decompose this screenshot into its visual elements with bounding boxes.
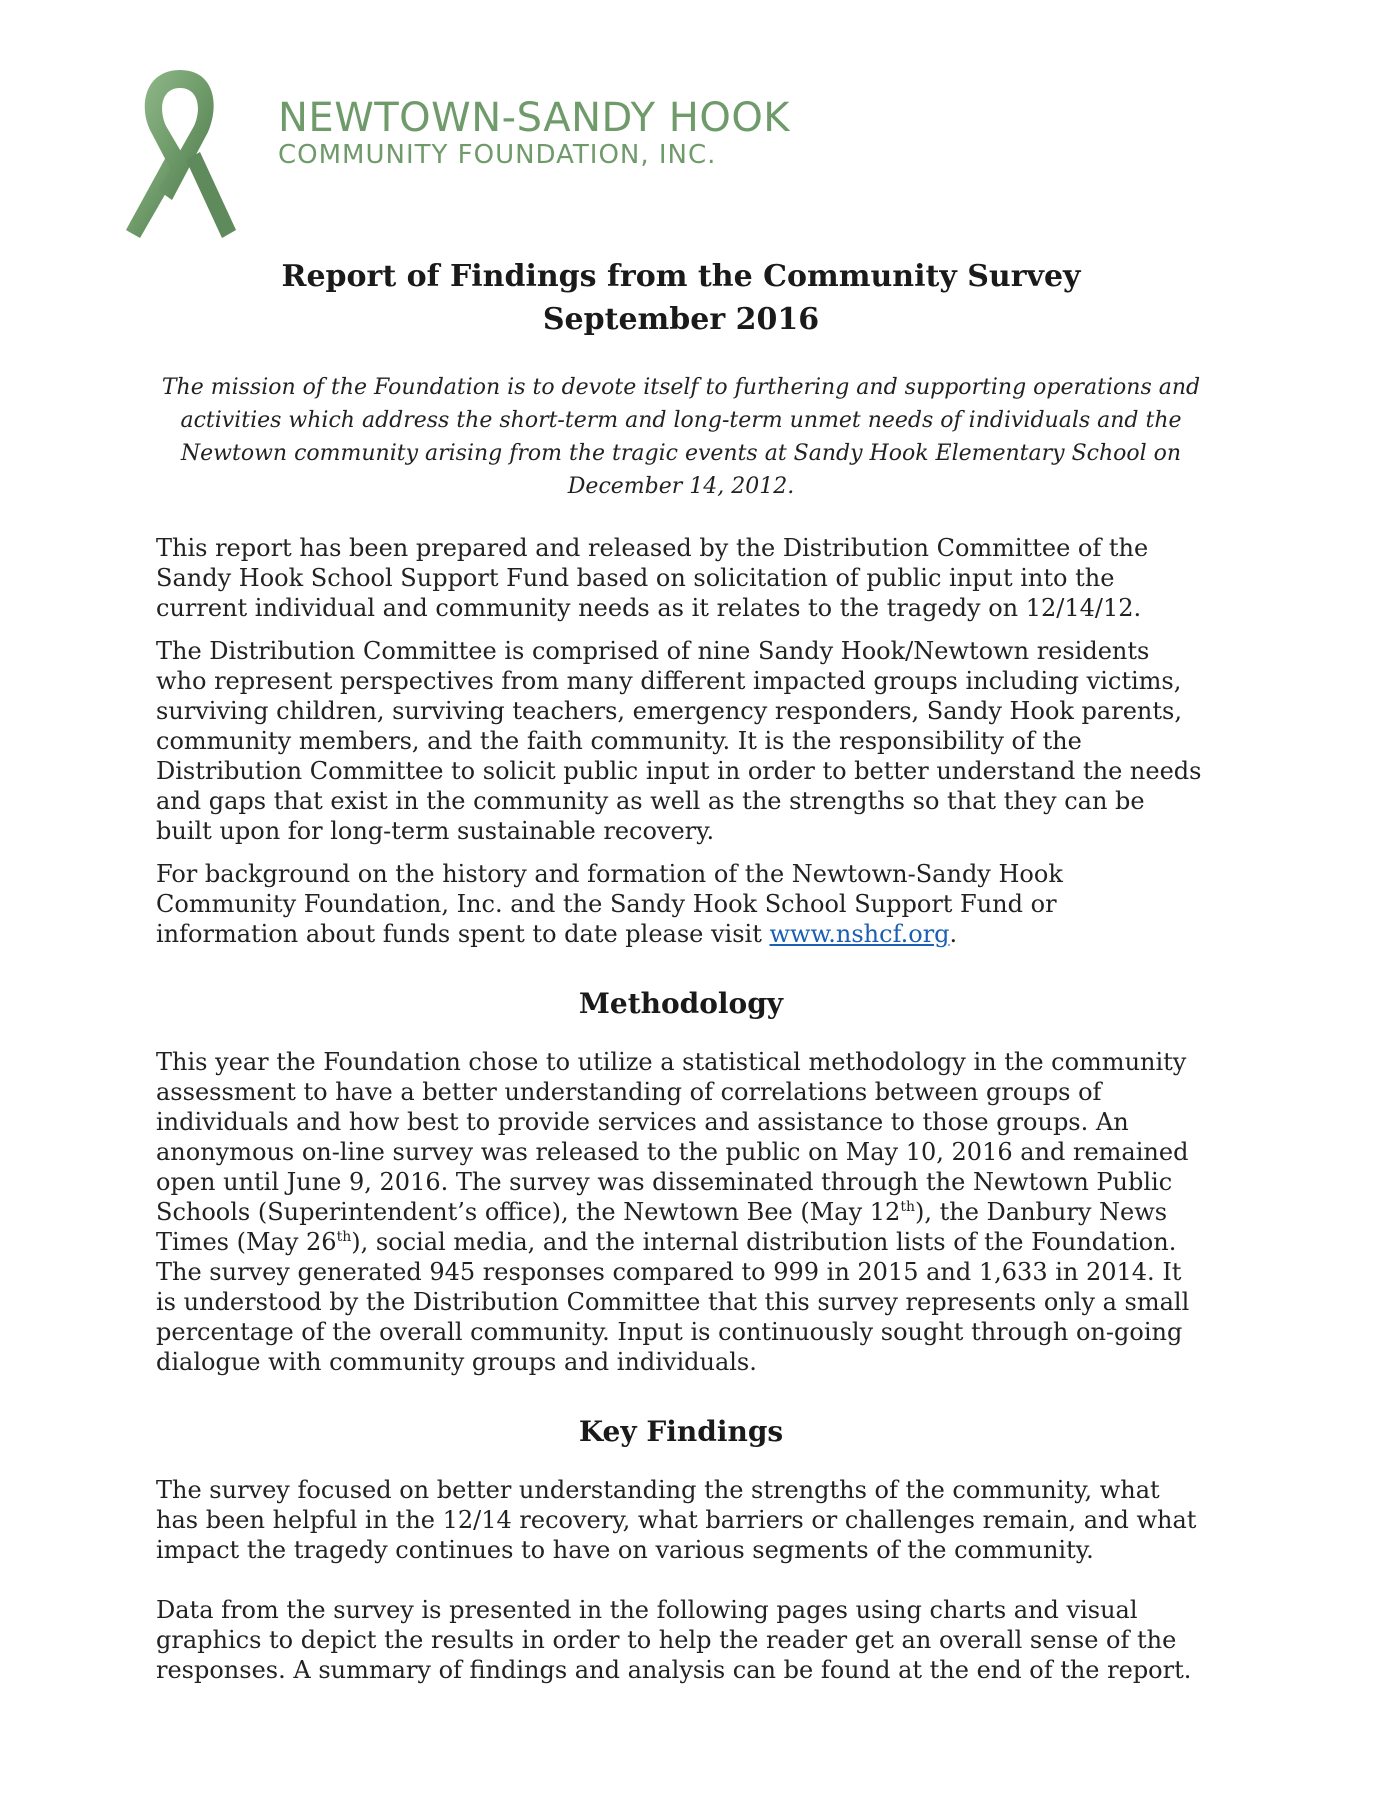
mission-statement: The mission of the Foundation is to devote itself to furthering and supporting operations and activities which address the short-term and long-term unmet needs of individuals and the Newtown community arising from the tragic events at Sandy Hook Elementary School on December 14, 2012.	[161, 375, 1201, 499]
org-name-line2: COMMUNITY FOUNDATION, INC.	[278, 140, 717, 170]
title-line1: Report of Findings from the Community Survey	[281, 259, 1081, 294]
key-findings-paragraph-2: Data from the survey is presented in the following pages using charts and visual graphics to depict the results in order to help the reader get an overall sense of the responses. A summary of findings and analysis can be found at the end of the report.	[156, 1596, 1192, 1684]
org-name	[278, 95, 791, 170]
intro-paragraph-3-end: .	[949, 920, 958, 948]
ordinal-suffix: th	[336, 1229, 352, 1245]
intro-paragraph-1: This report has been prepared and released by the Distribution Committee of the Sandy Hook School Support Fund based on solicitation of public input into the current individual and community needs as it relates to the tragedy on 12/14/12.	[156, 534, 1149, 622]
methodology-paragraph	[156, 1047, 1206, 1377]
title-line2: September 2016	[542, 302, 820, 337]
report-body	[156, 255, 1206, 1685]
ribbon-icon	[110, 60, 250, 250]
intro-paragraph-3-text: For background on the history and formation of the Newtown-Sandy Hook Community Foundation, Inc. and the Sandy Hook School Support Fund or information about funds spent to date please visit	[156, 860, 1063, 948]
methodology-text-3: ), social media, and the internal distribution lists of the Foundation. The survey generated 945 responses compared to 999 in 2015 and 1,633 in 2014. It is understood by the Distribution Committee that this survey represents only a small percentage of the overall community. Input is continuously sought through on-going dialogue with community groups and individuals.	[156, 1228, 1190, 1376]
key-findings-heading: Key Findings	[578, 1415, 784, 1448]
foundation-logo	[110, 60, 790, 250]
org-name-line1: NEWTOWN-SANDY HOOK	[278, 95, 791, 141]
methodology-text-1: This year the Foundation chose to utilize a statistical methodology in the community assessment to have a better understanding of correlations between groups of individuals and how best to provide services and assistance to those groups. An anonymous on-line survey was released to the public on May 10, 2016 and remained open until June 9, 2016. The survey was disseminated through the Newtown Public Schools (Superintendent’s office), the Newtown Bee (May 12	[156, 1048, 1189, 1226]
website-link[interactable]: www.nshcf.org	[769, 920, 950, 948]
methodology-heading: Methodology	[578, 987, 784, 1020]
page-title	[156, 255, 1206, 341]
intro-paragraph-2: The Distribution Committee is comprised of nine Sandy Hook/Newtown residents who represent perspectives from many different impacted groups including victims, surviving children, surviving teachers, emergency responders, Sandy Hook parents, community members, and the faith community. It is the responsibility of the Distribution Committee to solicit public input in order to better understand the needs and gaps that exist in the community as well as the strengths so that they can be built upon for long-term sustainable recovery.	[156, 637, 1202, 845]
ordinal-suffix: th	[900, 1199, 915, 1215]
key-findings-paragraph-1: The survey focused on better understanding the strengths of the community, what has been helpful in the 12/14 recovery, what barriers or challenges remain, and what impact the tragedy continues to have on various segments of the community.	[156, 1476, 1197, 1564]
intro-paragraph-3	[156, 859, 1206, 949]
methodology-text-2: ), the Danbury News Times (May 26	[156, 1198, 1168, 1256]
